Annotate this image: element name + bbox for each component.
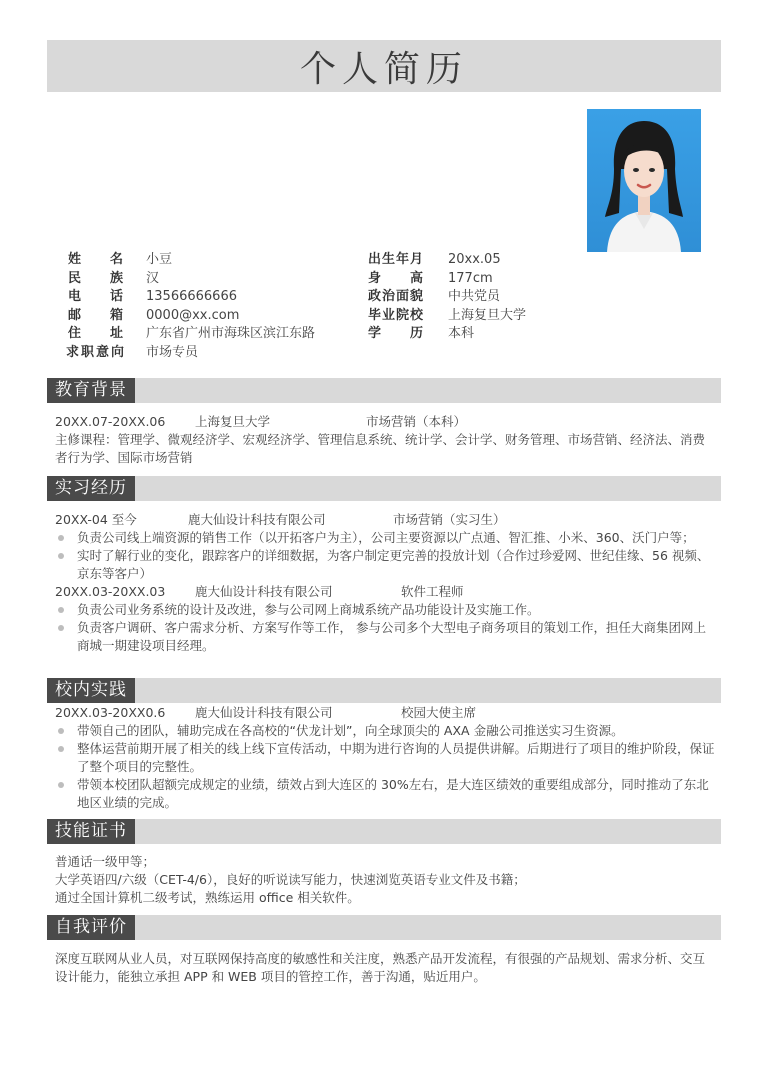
campus-bullets	[55, 722, 715, 812]
internship-section-header	[47, 476, 721, 501]
education-entry-line	[55, 413, 715, 431]
job-date: 20XX-04 至今	[55, 512, 137, 527]
job-bullets	[55, 529, 715, 583]
job-bullet: 负责公司线上端资源的销售工作（以开拓客户为主），公司主要资源以广点通、智汇推、小米、360、沃门户等；	[55, 529, 715, 547]
self-evaluation-text: 深度互联网从业人员，对互联网保持高度的敏感性和关注度，熟悉产品开发流程，有很强的产品规划、需求分析、交互设计能力，能独立承担 APP 和 WEB 项目的管控工作，善于沟通，贴近用户。	[55, 951, 706, 984]
phone-label: 电 话	[68, 289, 123, 304]
name-value: 小豆	[146, 252, 173, 267]
email-value: 0000@xx.com	[146, 307, 240, 323]
campus-date: 20XX.03-20XX0.6	[55, 705, 166, 720]
objective-label: 求职意向	[66, 344, 124, 360]
campus-bullet: 带领本校团队超额完成规定的业绩，绩效占到大连区的 30%左右，是大连区绩效的重要组成部分，同时推动了东北地区业绩的完成。	[55, 776, 715, 812]
campus-block	[55, 704, 715, 812]
skill-line: 普通话一级甲等；	[55, 854, 156, 869]
skill-line: 大学英语四/六级（CET-4/6），良好的听说读写能力，快速浏览英语专业文件及书籍；	[55, 872, 526, 887]
school-value: 上海复旦大学	[448, 307, 527, 323]
campus-role: 校园大使主席	[401, 705, 477, 720]
skills-block	[55, 853, 715, 907]
job-bullet: 负责客户调研、客户需求分析、方案写作等工作， 参与公司多个大型电子商务项目的策划工作，担任大商集团网上商城一期建设项目经理。	[55, 619, 715, 655]
job-entry-line	[55, 583, 715, 601]
phone-value: 13566666666	[146, 289, 237, 304]
education-date: 20XX.07-20XX.06	[55, 414, 166, 429]
skill-line: 通过全国计算机二级考试，熟练运用 office 相关软件。	[55, 890, 360, 905]
job-bullets	[55, 601, 715, 655]
job-company: 鹿大仙设计科技有限公司	[188, 512, 326, 527]
job-role: 市场营销（实习生）	[393, 512, 506, 527]
internship-heading: 实习经历	[47, 476, 135, 501]
birth-value: 20xx.05	[448, 252, 501, 267]
campus-entry-line	[55, 704, 715, 722]
education-block	[55, 413, 715, 467]
campus-bullet: 带领自己的团队，辅助完成在各高校的“伏龙计划”，向全球顶尖的 AXA 金融公司推送实习生资源。	[55, 722, 715, 740]
portrait-photo	[587, 109, 701, 252]
ethnicity-value: 汉	[146, 270, 160, 286]
objective-value: 市场专员	[146, 344, 199, 360]
self-section-header	[47, 915, 721, 940]
job-bullet: 负责公司业务系统的设计及改进，参与公司网上商城系统产品功能设计及实施工作。	[55, 601, 715, 619]
education-section-header	[47, 378, 721, 403]
education-heading: 教育背景	[47, 378, 135, 403]
job-date: 20XX.03-20XX.03	[55, 584, 166, 599]
name-label: 姓 名	[68, 252, 123, 267]
campus-section-header	[47, 678, 721, 703]
degree-value: 本科	[448, 326, 475, 341]
education-courses: 主修课程：管理学、微观经济学、宏观经济学、管理信息系统、统计学、会计学、财务管理、市场营销、经济法、消费者行为学、国际市场营销	[55, 432, 706, 465]
education-school: 上海复旦大学	[195, 414, 271, 429]
ethnicity-label: 民 族	[68, 270, 123, 286]
job-bullet: 实时了解行业的变化，跟踪客户的详细数据，为客户制定更完善的投放计划（合作过珍爱网、世纪佳缘、56 视频、京东等客户）	[55, 547, 715, 583]
campus-heading: 校内实践	[47, 678, 135, 703]
job-entry-line	[55, 511, 715, 529]
skills-section-header	[47, 819, 721, 844]
school-label: 毕业院校	[368, 307, 423, 323]
self-heading: 自我评价	[47, 915, 135, 940]
skills-heading: 技能证书	[47, 819, 135, 844]
self-block	[55, 950, 715, 986]
address-value: 广东省广州市海珠区滨江东路	[146, 326, 316, 341]
page-title: 个人简历	[299, 48, 468, 90]
height-label: 身 高	[368, 270, 423, 286]
political-value: 中共党员	[448, 289, 501, 304]
birth-label: 出生年月	[368, 252, 423, 267]
degree-label: 学 历	[368, 326, 423, 341]
email-label: 邮 箱	[68, 307, 123, 323]
portrait-icon	[587, 109, 701, 252]
education-major: 市场营销（本科）	[366, 414, 467, 429]
job-company: 鹿大仙设计科技有限公司	[195, 584, 333, 599]
campus-bullet: 整体运营前期开展了相关的线上线下宣传活动，中期为进行咨询的人员提供讲解。后期进行了项目的维护阶段，保证了整个项目的完整性。	[55, 740, 715, 776]
political-label: 政治面貌	[368, 289, 423, 304]
internship-block	[55, 511, 715, 655]
job-role: 软件工程师	[401, 584, 464, 599]
height-value: 177cm	[448, 270, 493, 286]
address-label: 住 址	[68, 326, 123, 341]
title-bar	[47, 40, 721, 92]
campus-company: 鹿大仙设计科技有限公司	[195, 705, 333, 720]
